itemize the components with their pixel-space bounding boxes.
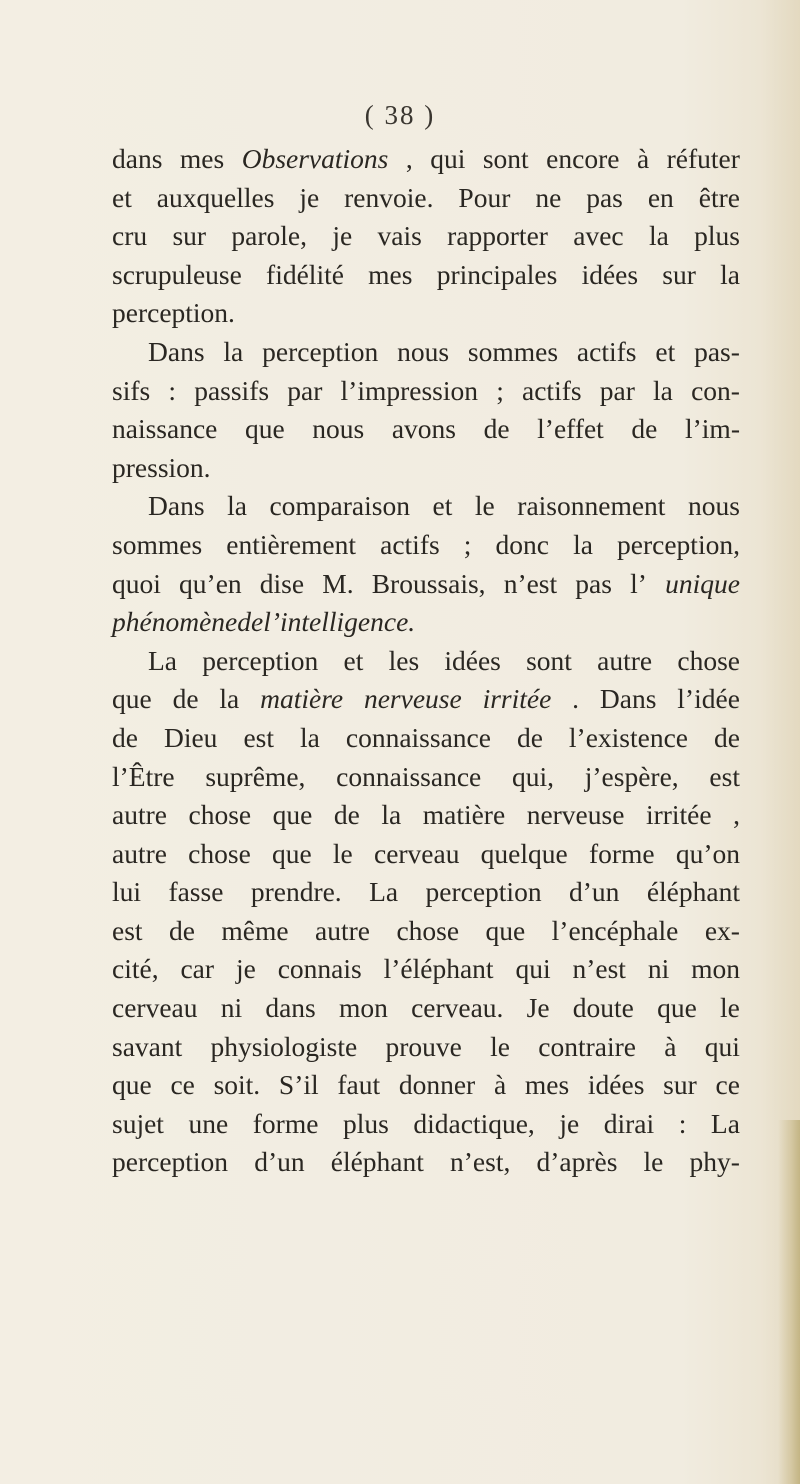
word: de [714,721,740,753]
word: est [112,914,143,946]
word: quoi [112,567,161,599]
word: pas [575,567,612,599]
word: ce [170,1069,195,1101]
word: connais [277,953,362,985]
word: autre [112,799,167,831]
word: nerveuse [526,799,625,831]
word: je [332,220,353,252]
word: naissance [112,413,218,445]
text-line [112,950,740,989]
word: auxquelles [156,181,275,213]
word: l’idée [677,683,740,715]
word: ne [535,181,562,213]
word: à [664,1030,677,1062]
word: con- [691,374,740,406]
word: que [112,1069,152,1101]
word: ; [463,528,472,560]
word: chose [677,644,740,676]
word: prendre. [250,876,342,908]
word: avec [573,220,624,252]
word: à [493,1069,507,1101]
word: l’effet [537,413,604,445]
word: la [720,258,740,290]
word: nous [312,413,365,445]
word: la [648,220,669,252]
word: entièrement [226,528,357,560]
word: éléphant [646,876,740,908]
word: est [243,721,274,753]
word: actifs [576,335,637,367]
word: l’encéphale [551,914,679,946]
word: sujet [112,1107,164,1139]
word: dans [112,143,163,174]
word: est [709,760,740,792]
word: qui [515,953,551,985]
word: qui [430,143,466,174]
word: une [188,1107,229,1139]
word: phy- [689,1146,740,1178]
word: perception [112,1146,229,1178]
word: soit. [213,1069,261,1101]
word: didactique, [413,1107,535,1139]
word: chose [396,914,460,946]
word: : [678,1107,687,1139]
text-line [112,989,740,1028]
word: connaissance [336,760,482,792]
body-text [112,140,740,1182]
word: nerveuse [363,683,462,715]
word: ce [715,1069,740,1101]
word: chose [188,837,251,869]
word: raisonnement [517,490,666,522]
word: perception [425,876,542,908]
word: d’après [536,1146,618,1178]
word: lui [112,876,142,908]
word: l’ [630,567,647,599]
word: nous [687,490,740,522]
word: que [272,799,313,831]
word: l’intelligence. [263,606,416,638]
word: n’est [503,567,558,599]
word: cerveau [112,992,198,1024]
word: de [237,606,264,638]
word: et [655,335,676,367]
word: ni [647,953,670,985]
word: sur [662,258,696,290]
word: qu’on [675,837,740,869]
word: sifs [112,374,151,406]
word: donner [398,1069,476,1101]
word: pas [586,181,623,213]
word: cerveau. [411,992,504,1024]
text-line [112,372,740,411]
text-line [112,294,740,333]
word: mes [179,143,225,174]
word: Pour [458,181,511,213]
word: connaissance [345,721,491,753]
text-line [112,256,740,295]
word: de [112,721,138,753]
text-line [112,565,740,604]
word: que [485,914,526,946]
word: sont [482,143,529,174]
word: sont [526,644,572,676]
word: Observations [241,143,389,174]
word: sommes [112,528,203,560]
word: quelque [480,837,568,869]
word: fasse [168,876,224,908]
word: j’espère, [584,760,679,792]
word: n’est, [450,1146,511,1178]
word: Je [526,992,550,1024]
text-line [112,333,740,372]
word: Dans [148,490,205,522]
word: dise [259,567,305,599]
text-line [112,680,740,719]
text-line [112,410,740,449]
word: de [483,413,510,445]
word: même [221,914,289,946]
word: et [343,644,364,676]
word: : [168,374,177,406]
word: cru [112,220,148,252]
word: renvoie. [344,181,434,213]
word: autre [597,644,653,676]
text-line [112,1143,740,1182]
text-line [112,835,740,874]
word: irritée [482,683,552,715]
word: que [272,837,312,869]
word: principales [436,258,558,290]
word: encore [546,143,620,174]
word: le [643,1146,664,1178]
word: la [223,335,244,367]
word: dirai [603,1107,655,1139]
word: cité, [112,953,159,985]
word: idées [444,644,501,676]
word: mes [368,258,413,290]
word: plus [342,1107,389,1139]
word: l’éléphant [383,953,494,985]
word: matière [422,799,506,831]
text-line [112,796,740,835]
word: chose [188,799,252,831]
word: le [490,1030,511,1062]
word: par [287,374,323,406]
word: contraire [538,1030,637,1062]
word: Dieu [163,721,218,753]
word: La [148,644,178,676]
page-number: ( 38 ) [364,100,436,130]
word: et [432,490,453,522]
word: l’impression [340,374,479,406]
word: savant [112,1030,183,1062]
word: sur [663,1069,697,1101]
word: S’il [278,1069,319,1101]
word: unique [665,567,740,599]
word: ex- [704,914,740,946]
word: que [657,992,697,1024]
word: perception [202,644,319,676]
word: La [369,876,399,908]
word: de [169,914,195,946]
word: idées [581,258,639,290]
word: que [112,683,152,715]
word: perception, [617,528,740,560]
word: l’im- [684,413,740,445]
word: dans [265,992,316,1024]
word: ; [496,374,504,406]
word: Dans [148,335,205,367]
word: l’Être [112,760,175,792]
word: faut [337,1069,381,1101]
text-line [112,140,740,179]
word: les [388,644,420,676]
word: mon [691,953,740,985]
word: la [219,683,240,715]
text-line [112,642,740,681]
word: éléphant [330,1146,424,1178]
word: de [333,799,360,831]
word: de [631,413,658,445]
word: que [244,413,285,445]
word: sur [172,220,207,252]
word: matière [260,683,344,715]
word: cerveau [373,837,460,869]
text-line [112,487,740,526]
text-line [112,1028,740,1067]
word: la [227,490,247,522]
word: mon [338,992,388,1024]
word: la [653,374,673,406]
word: et [112,181,132,213]
text-line [112,912,740,951]
word: je [559,1107,580,1139]
word: scrupuleuse [112,258,242,290]
word: le [474,490,495,522]
word: la [573,528,593,560]
word: forme [252,1107,319,1139]
word: ni [220,992,243,1024]
word: en [647,181,674,213]
word: le [332,837,353,869]
word: actifs [522,374,582,406]
word: pression. [112,451,211,483]
text-line [112,217,740,256]
word: le [720,992,740,1024]
word: qu’en [179,567,242,599]
text-line [112,1066,740,1105]
text-line [112,526,740,565]
word: mes [524,1069,570,1101]
text-line [112,758,740,797]
word: rapporter [447,220,548,252]
word: . [572,683,580,715]
word: parole, [231,220,307,252]
text-line [112,179,740,218]
word: comparaison [269,490,410,522]
word: , [733,799,740,831]
word: donc [495,528,549,560]
word: suprême, [205,760,306,792]
word: nous [397,335,450,367]
word: l’existence [568,721,689,753]
word: d’un [254,1146,305,1178]
word: Broussais, [371,567,486,599]
text-line [112,1105,740,1144]
word: être [698,181,740,213]
page-edge-stain [778,1120,800,1484]
word: pas- [694,335,740,367]
text-line [112,449,740,488]
text-line [112,719,740,758]
word: La [710,1107,740,1139]
word: fidélité [266,258,344,290]
word: perception [262,335,379,367]
word: avons [391,413,456,445]
text-line [112,873,740,912]
word: je [299,181,320,213]
word: forme [588,837,655,869]
word: réfuter [666,143,740,174]
word: irritée [645,799,712,831]
word: perception. [112,297,235,329]
text-line [112,603,740,642]
word: qui [704,1030,740,1062]
word: idées [587,1069,645,1101]
word: la [381,799,402,831]
word: phénomène [112,606,238,638]
word: autre [112,837,167,869]
word: M. [322,567,354,599]
word: vais [377,220,422,252]
word: physiologiste [210,1030,358,1062]
word: car [180,953,215,985]
word: la [300,721,320,753]
word: plus [694,220,740,252]
word: autre [315,914,371,946]
word: doute [572,992,634,1024]
word: Dans [599,683,657,715]
word: de [516,721,543,753]
word: passifs [194,374,270,406]
word: sommes [467,335,559,367]
word: d’un [568,876,620,908]
word: qui, [511,760,554,792]
word: à [636,143,650,174]
word: prouve [385,1030,462,1062]
word: je [235,953,256,985]
word: par [599,374,635,406]
word: de [172,683,199,715]
word: n’est [572,953,626,985]
word: , [405,143,413,174]
word: actifs [380,528,440,560]
